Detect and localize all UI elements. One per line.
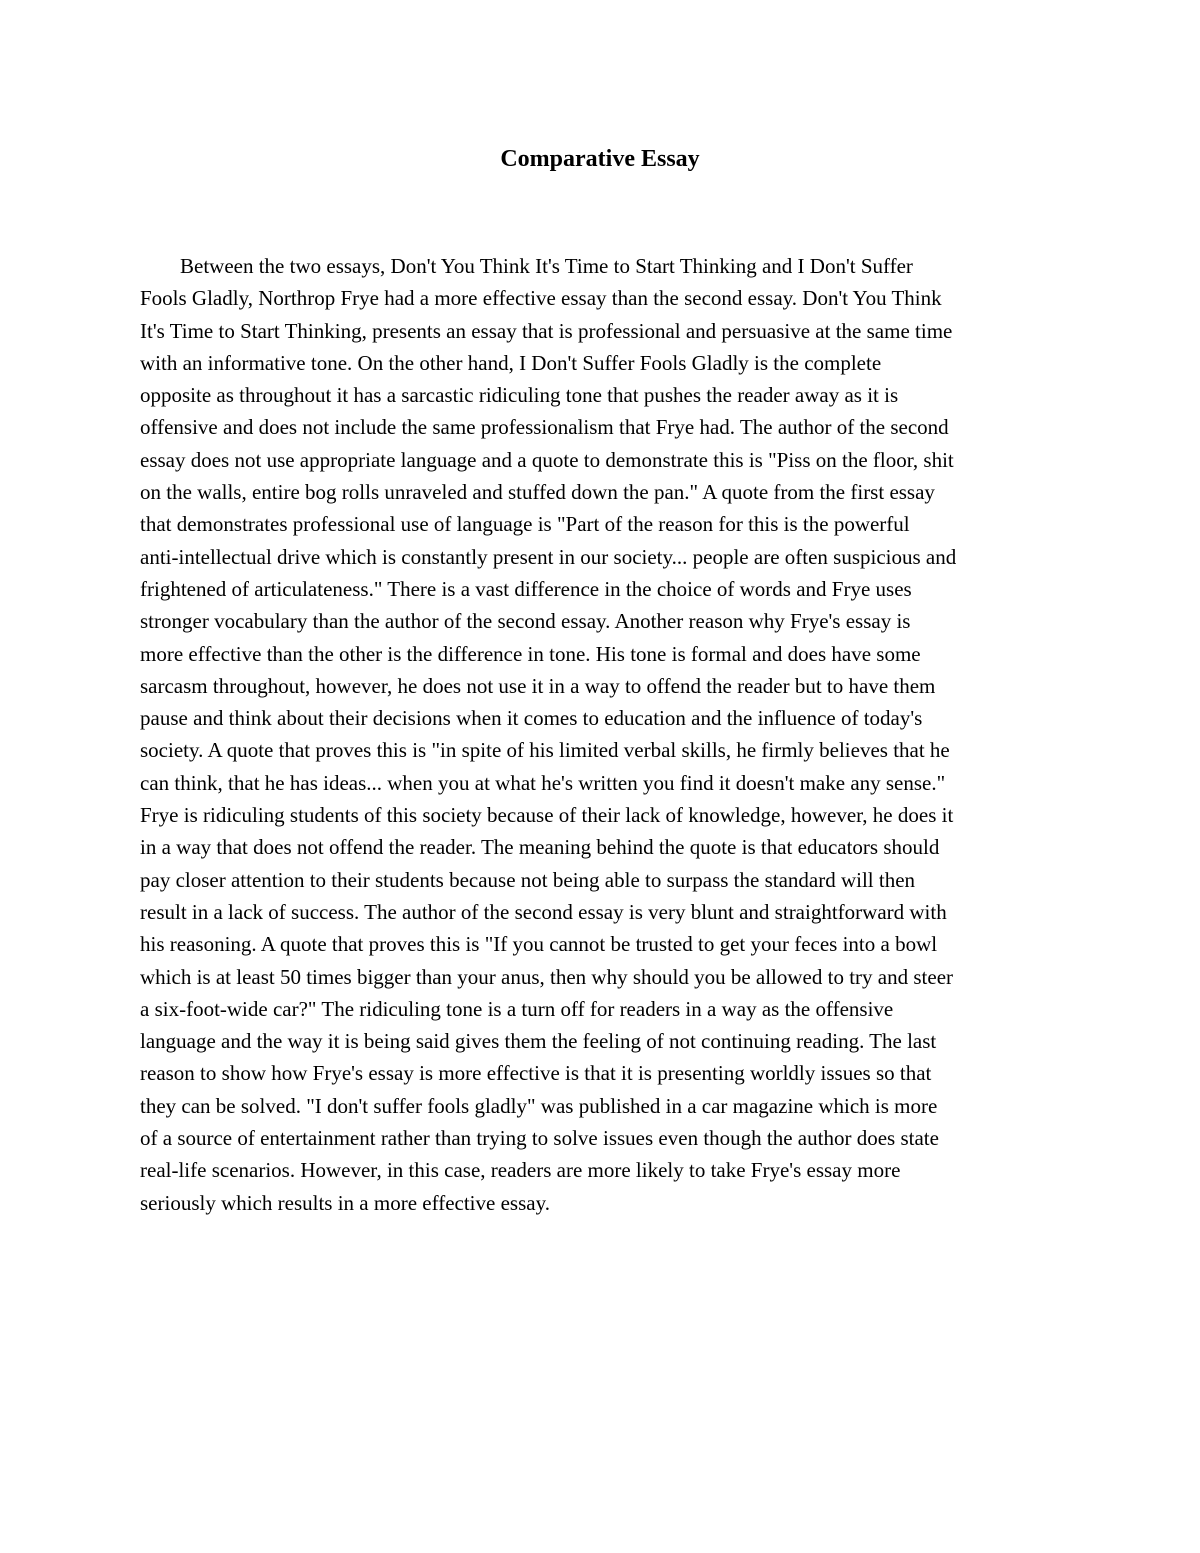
paragraph-line: of a source of entertainment rather than trying to solve issues even though the author does state (140, 1126, 939, 1151)
paragraph-line: seriously which results in a more effective essay. (140, 1190, 550, 1215)
paragraph-line: pay closer attention to their students because not being able to surpass the standard will then (140, 867, 916, 892)
paragraph-line: society. A quote that proves this is "in spite of his limited verbal skills, he firmly believes that he (140, 738, 950, 763)
paragraph-line: Fools Gladly, Northrop Frye had a more effective essay than the second essay. Don't You Think (140, 286, 942, 311)
paragraph-line: language and the way it is being said gives them the feeling of not continuing reading. The last (140, 1029, 937, 1054)
paragraph-line: a six-foot-wide car?" The ridiculing tone is a turn off for readers in a way as the offensive (140, 996, 894, 1021)
paragraph-line: that demonstrates professional use of language is "Part of the reason for this is the powerful (140, 512, 910, 537)
paragraph-line: more effective than the other is the difference in tone. His tone is formal and does have some (140, 641, 921, 666)
paragraph-line: stronger vocabulary than the author of the second essay. Another reason why Frye's essay is (140, 609, 911, 634)
essay-paragraph (140, 250, 1060, 1219)
paragraph-line: result in a lack of success. The author of the second essay is very blunt and straightforward with (140, 899, 947, 924)
paragraph-line: Between the two essays, Don't You Think It's Time to Start Thinking and I Don't Suffer (180, 254, 913, 278)
paragraph-line: real-life scenarios. However, in this case, readers are more likely to take Frye's essay more (140, 1158, 901, 1183)
paragraph-line: essay does not use appropriate language and a quote to demonstrate this is "Piss on the floor, shit (140, 447, 954, 472)
paragraph-line: they can be solved. "I don't suffer fools gladly" was published in a car magazine which is more (140, 1093, 938, 1118)
paragraph-line: can think, that he has ideas... when you at what he's written you find it doesn't make any sense." (140, 770, 946, 795)
paragraph-line: reason to show how Frye's essay is more effective is that it is presenting worldly issues so that (140, 1061, 932, 1086)
paragraph-line: on the walls, entire bog rolls unraveled and stuffed down the pan." A quote from the first essay (140, 480, 935, 505)
paragraph-line: pause and think about their decisions when it comes to education and the influence of today's (140, 706, 923, 731)
paragraph-line: frightened of articulateness." There is a vast difference in the choice of words and Frye uses (140, 576, 912, 601)
paragraph-line: Frye is ridiculing students of this society because of their lack of knowledge, however, he does it (140, 803, 954, 828)
paragraph-line: opposite as throughout it has a sarcastic ridiculing tone that pushes the reader away as it is (140, 383, 899, 408)
document-title: Comparative Essay (500, 146, 700, 172)
paragraph-line: with an informative tone. On the other hand, I Don't Suffer Fools Gladly is the complete (140, 350, 882, 375)
paragraph-line: offensive and does not include the same professionalism that Frye had. The author of the second (140, 415, 949, 440)
paragraph-line: It's Time to Start Thinking, presents an essay that is professional and persuasive at the same time (140, 318, 953, 343)
paragraph-line: his reasoning. A quote that proves this is "If you cannot be trusted to get your feces into a bowl (140, 932, 938, 957)
paragraph-line: in a way that does not offend the reader. The meaning behind the quote is that educators should (140, 835, 940, 860)
paragraph-line: anti-intellectual drive which is constantly present in our society... people are often suspicious and (140, 544, 957, 569)
paragraph-line: sarcasm throughout, however, he does not use it in a way to offend the reader but to have them (140, 673, 936, 698)
paragraph-line: which is at least 50 times bigger than your anus, then why should you be allowed to try and steer (140, 964, 954, 989)
